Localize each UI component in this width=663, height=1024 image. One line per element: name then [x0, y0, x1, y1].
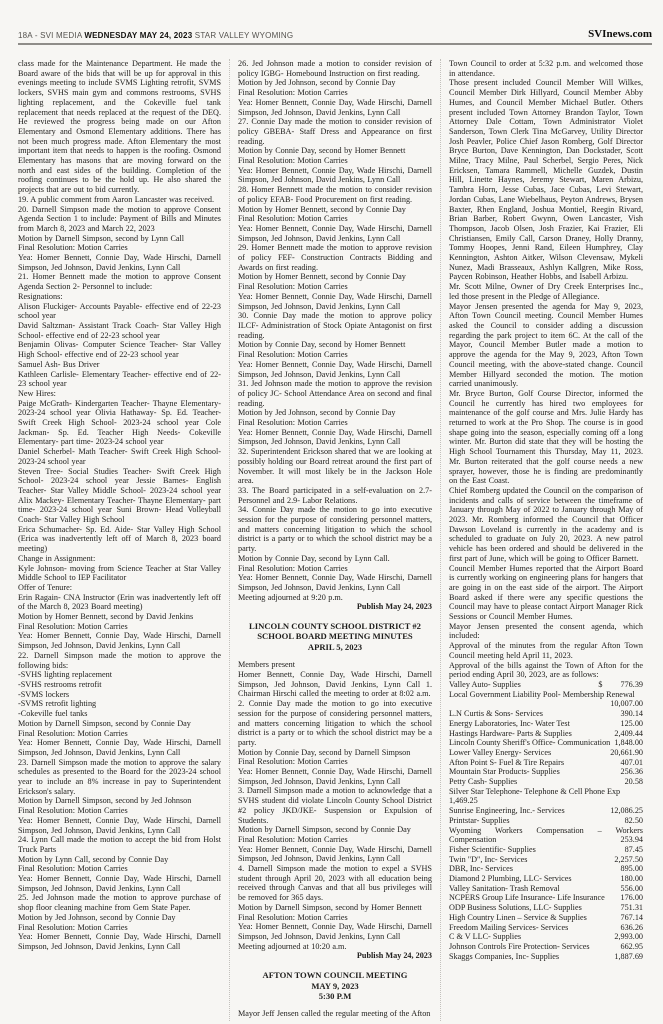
paragraph: 3. Darnell Simpson made a motion to acknowledge that a SVHS student did violate Lincoln County School District #2 policy JKD/JKE- Suspension or Expulsion of Students. — [238, 786, 432, 825]
paragraph: Motion by Darnell Simpson, second by Connie Day — [18, 718, 191, 728]
bill-amount: 636.26 — [620, 922, 643, 932]
bill-amount: 256.36 — [620, 767, 643, 777]
bill-payee: Skaggs Companies, Inc- Supplies — [449, 951, 560, 961]
paragraph: Mr. Bryce Burton, Golf Course Director, informed the Council he currently has hired two employees for maintenance of the golf course and Mrs. Julie Hardy has returned to work at the Pro Shop. The course is in good shape going into the season, especially coming off a long winter. Mr. Burton did state that they will be hosting the High School Tournament this Thursday, May 11, 2023. Mr. Burton reiterated that the golf course needs a new sprayer, however, those he is finding are predominantly on the East Coast. — [449, 388, 643, 486]
bill-payee: Diamond 2 Plumbing, LLC- Services — [449, 874, 572, 884]
bill-payee: Johnson Controls Fire Protection- Services — [449, 941, 590, 951]
paragraph: Chief Romberg updated the Council on the comparison of incidents and calls of service between the timeframe of January through May of 2022 to January through May of 2023. Mr. Romberg informed the Council that Officer Dawson Loveland is currently in the academy and is scheduled to graduate on July 20, 2023. A new patrol vehicle has been ordered and should be delivered in the first part of June, which will be going to Officer Barnett. — [449, 485, 643, 563]
paragraph: Motion by Connie Day, second by Homer Bennett — [238, 146, 406, 156]
paragraph: Meeting adjourned at 10:20 a.m. — [238, 941, 347, 951]
currency-symbol: $ — [598, 680, 603, 689]
paragraph: Final Resolution: Motion Carries — [238, 156, 348, 166]
paragraph: 24. Lynn Call made the motion to accept the bid from Holst Truck Parts — [18, 835, 221, 854]
bill-row — [449, 932, 643, 942]
bill-amount: 2,409.44 — [614, 728, 643, 738]
bill-payee: Energy Laboratories, Inc- Water Test — [449, 718, 570, 728]
paragraph: Offer of Tenure: — [18, 582, 73, 592]
bill-amount: 125.00 — [620, 718, 643, 728]
bill-payee: Lincoln County Sheriff's Office- Communication — [449, 738, 611, 748]
bill-payee: Silver Star Telephone- Telephone & Cell Phone Exp — [449, 786, 621, 796]
issue-date: WEDNESDAY MAY 24, 2023 — [84, 31, 193, 40]
bill-row — [449, 816, 643, 826]
paragraph: Yea: Homer Bennett, Connie Day, Wade Hirschi, Darnell Simpson, Jed Johnson, David Jenkins, Lynn Call — [18, 738, 221, 757]
paragraph: -SVHS lighting replacement — [18, 670, 113, 680]
paragraph: Final Resolution: Motion Carries — [238, 418, 348, 428]
bill-payee: C & V LLC- Supplies — [449, 932, 522, 942]
bill-amount: 767.14 — [620, 912, 643, 922]
bill-payee: High Country Linen – Service & Supplies — [449, 912, 587, 922]
paragraph: Steven Tree- Social Studies Teacher- Swift Creek High School- 2023-24 school year Jessie Barnes- English Teacher- Star Valley Middle School- 2023-24 school year Alix Mackey- Elementary Teacher- Thayne Elementary- part time- 2023-24 school year Suni Brown- Head Volleyball Coach- Star Valley High School — [18, 466, 221, 525]
paragraph: Yea: Homer Bennett, Connie Day, Wade Hirschi, Darnell Simpson, Jed Johnson, David Jenkins, Lynn Call — [238, 844, 432, 864]
section-heading-line: APRIL 5, 2023 — [307, 641, 363, 652]
section-heading-line: MAY 9, 2023 — [311, 980, 359, 991]
bill-payee: Valley Auto- Supplies — [449, 680, 521, 689]
section-heading-line: LINCOLN COUNTY SCHOOL DISTRICT #2 — [249, 621, 421, 632]
paragraph: 21. Homer Bennett made the motion to approve Consent Agenda Section 2- Personnel to include: — [18, 272, 221, 292]
bill-row — [449, 893, 643, 903]
paragraph: Motion by Connie Day, second by Homer Bennett — [238, 340, 406, 350]
bill-row — [449, 913, 643, 923]
bill-amount: 662.95 — [620, 941, 643, 951]
bill-amount: 180.00 — [620, 874, 643, 884]
paragraph: 19. A public comment from Aaron Lancaster was received. — [18, 194, 214, 204]
paragraph: Yea: Homer Bennett, Connie Day, Wade Hirschi, Darnell Simpson, Jed Johnson, David Jenkins, Lynn Call — [238, 291, 432, 311]
paragraph: Members present — [238, 660, 296, 670]
paragraph: 34. Connie Day made the motion to go into executive session for the purpose of considering personnel matters, and matters concerning litigation to which the school district is a party or to which the school district may be a party. — [238, 505, 432, 554]
paragraph: Final Resolution: Motion Carries — [18, 621, 128, 631]
bill-payee: ODP Business Solutions, LLC- Supplies — [449, 903, 582, 913]
column-layout — [18, 59, 652, 1021]
section-heading — [238, 621, 432, 652]
paragraph: Benjamin Olivas- Computer Science Teacher- Star Valley High School- effective end of 22-23 school year — [18, 340, 221, 360]
bill-amount: 253.94 — [620, 835, 643, 845]
bill-payee: Fisher Scientific- Supplies — [449, 844, 536, 854]
paragraph: Daniel Scherbel- Math Teacher- Swift Creek High School- 2023-24 school year — [18, 447, 221, 466]
bill-payee: Local Government Liability Pool- Membership Renewal — [449, 689, 635, 699]
paragraph: Yea: Homer Bennett, Connie Day, Wade Hirschi, Darnell Simpson, Jed Johnson, David Jenkins, Lynn Call — [238, 767, 432, 786]
paragraph: Final Resolution: Motion Carries — [238, 563, 348, 573]
bill-row — [449, 826, 643, 845]
bill-row — [449, 767, 643, 777]
paragraph: Yea: Homer Bennett, Connie Day, Wade Hirschi, Darnell Simpson, Jed Johnson, David Jenkins, Lynn Call — [238, 165, 432, 185]
paragraph: Yea: Homer Bennett, Connie Day, Wade Hirschi, Darnell Simpson, Jed Johnson, David Jenkins, Lynn Call — [18, 631, 221, 651]
paragraph: Yea: Homer Bennett, Connie Day, Wade Hirschi, Darnell Simpson, Jed Johnson, David Jenkins, Lynn Call — [238, 922, 432, 941]
paragraph: David Saltzman- Assistant Track Coach- Star Valley High School- effective end of 22-23 school year — [18, 320, 221, 340]
paragraph: Final Resolution: Motion Carries — [18, 864, 128, 874]
bill-amount: 751.31 — [620, 903, 643, 913]
paragraph: -SVMS lockers — [18, 689, 70, 699]
bill-amount: 176.00 — [620, 893, 643, 903]
paragraph: New Hires: — [18, 388, 56, 398]
masthead — [18, 28, 652, 45]
bill-payee: L.N Curtis & Sons- Services — [449, 709, 543, 719]
bill-amount: 1,848.00 — [614, 738, 643, 748]
bill-payee: Twin "D", Inc- Services — [449, 854, 528, 864]
bill-amount: 12,086.25 — [610, 806, 643, 816]
paragraph: Council Member Humes reported that the Airport Board is currently working on engineering plans for hangers that are going in on the east side of the airport. The Airport Board asked if there were any specific questions the Council may have to please contact Airport Manager Rick Sessions or Council Member Humes. — [449, 563, 643, 622]
paragraph: Final Resolution: Motion Carries — [18, 922, 128, 932]
paragraph: Motion by Jed Johnson, second by Connie Day — [18, 912, 176, 922]
bill-amount: $ 776.39 — [598, 680, 643, 689]
paragraph: Final Resolution: Motion Carries — [238, 282, 348, 292]
bill-payee: Lower Valley Energy- Services — [449, 747, 552, 757]
section-heading-line: SCHOOL BOARD MEETING MINUTES — [257, 631, 413, 642]
bill-payee: Valley Sanitation- Trash Removal — [449, 883, 560, 893]
column-2 — [229, 59, 440, 1021]
bill-amount: 556.00 — [620, 883, 643, 893]
paragraph: Motion by Homer Bennett, second by Connie Day — [238, 272, 406, 282]
paragraph: Samuel Ash- Bus Driver — [18, 359, 100, 369]
paragraph: Motion by Darnell Simpson, second by Lynn Call — [18, 233, 185, 243]
paragraph: Paige McGrath- Kindergarten Teacher- Thayne Elementary- 2023-24 school year Olivia Hathaway- Sp. Ed. Teacher- Swift Creek High School- 2023-24 school year Cole Jackman- Sp. Ed. Teacher High Needs- Cokeville Elementary- part time- 2023-24 school year — [18, 398, 221, 447]
paragraph: Yea: Homer Bennett, Connie Day, Wade Hirschi, Darnell Simpson, Jed Johnson, David Jenkins, Lynn Call — [238, 97, 432, 117]
bill-payee: Printstar- Supplies — [449, 815, 510, 825]
bill-row — [449, 690, 643, 709]
bill-amount: 2,993.00 — [614, 932, 643, 942]
paragraph: Motion by Connie Day, second by Lynn Call. — [238, 553, 390, 563]
bill-amount: 10,007.00 — [610, 699, 643, 709]
paragraph: Meeting adjourned at 9:20 p.m. — [238, 592, 343, 602]
paragraph: Yea: Homer Bennett, Connie Day, Wade Hirschi, Darnell Simpson, Jed Johnson, David Jenkins, Lynn Call — [18, 253, 221, 272]
bill-row — [449, 719, 643, 729]
paragraph: 33. The Board participated in a self-evaluation on 2.7- Personnel and 2.9- Labor Relations. — [238, 485, 432, 505]
bill-row — [449, 758, 643, 768]
paragraph: Motion by Jed Johnson, second by Connie Day — [238, 408, 396, 418]
section-heading — [238, 970, 432, 1001]
paragraph: 32. Superintendent Erickson shared that we are looking at possibly holding our Board retreat around the first part of November. It will most likely be in the Jackson Hole area. — [238, 447, 432, 486]
bill-row — [449, 806, 643, 816]
paragraph: Alison Fluckiger- Accounts Payable- effective end of 22-23 school year — [18, 301, 221, 321]
bill-amount: 895.00 — [620, 864, 643, 874]
paragraph: 26. Jed Johnson made a motion to consider revision of policy IGBG- Homebound Instruction on first reading. — [238, 59, 432, 78]
bill-amount: 87.45 — [624, 844, 643, 854]
website-label: SVInews.com — [588, 28, 652, 40]
paragraph: Yea: Homer Bennett, Connie Day, Wade Hirschi, Darnell Simpson, Jed Johnson, David Jenkins, Lynn Call — [18, 874, 221, 893]
page-label: 18A - SVI MEDIA — [18, 31, 85, 40]
paragraph: 2. Connie Day made the motion to go into executive session for the purpose of considering personnel matters, and matters concerning litigation to which the school district is a party or to which the school district may be a party. — [238, 699, 432, 747]
paragraph: Town Council to order at 5:32 p.m. and welcomed those in attendance. — [449, 59, 643, 78]
paragraph: Mayor Jensen presented the consent agenda, which included: — [449, 621, 643, 641]
paragraph: Motion by Darnell Simpson, second by Connie Day — [238, 825, 411, 835]
paragraph: Final Resolution: Motion Carries — [18, 806, 128, 816]
paragraph: 28. Homer Bennett made the motion to consider revision of policy EFAB- Food Procurement on first reading. — [238, 185, 432, 204]
bill-row — [449, 864, 643, 874]
paragraph: Change in Assignment: — [18, 553, 96, 563]
bill-payee: Hastings Hardware- Parts & Supplies — [449, 728, 572, 738]
bill-row — [449, 680, 643, 690]
bill-row — [449, 855, 643, 865]
bill-row — [449, 709, 643, 719]
paragraph: 25. Jed Johnson made the motion to approve purchase of shop floor cleaning machine from Gem State Paper. — [18, 893, 221, 913]
paragraph: 31. Jed Johnson made the motion to approve the revision of policy JC- School Attendance Area on second and final reading. — [238, 379, 432, 408]
paragraph: Motion by Homer Bennett, second by Connie Day — [238, 204, 406, 214]
paragraph: 22. Darnell Simpson made the motion to approve the following bids: — [18, 650, 221, 670]
paragraph: 20. Darnell Simpson made the motion to approve Consent Agenda Section 1 to include: Payment of Bills and Minutes from March 8, 2023 and March 22, 2023 — [18, 204, 221, 233]
paragraph: Final Resolution: Motion Carries — [238, 350, 348, 360]
paragraph: Kathleen Carlisle- Elementary Teacher- effective end of 22-23 school year — [18, 369, 221, 389]
bill-row — [449, 787, 643, 806]
bill-row — [449, 729, 643, 739]
paragraph: Approval of the bills against the Town of Afton for the period ending April 30, 2023, are as follows: — [449, 660, 643, 680]
bill-payee: Wyoming Workers Compensation – Workers Compensation — [449, 825, 643, 845]
bill-amount: 407.01 — [620, 757, 643, 767]
bill-row — [449, 845, 643, 855]
paragraph: 23. Darnell Simpson made the motion to approve the salary schedules as presented to the Board for the 2023-24 school year to include an 8% increase in pay to Superintendent Erickson's salary. — [18, 757, 221, 796]
paragraph: Mr. Scott Milne, Owner of Dry Creek Enterprises Inc., led those present in the Pledge of Allegiance. — [449, 282, 643, 301]
paragraph: Mayor Jeff Jensen called the regular meeting of the Afton — [238, 1009, 431, 1019]
bill-amount: 390.14 — [620, 709, 643, 719]
paragraph: Erica Schumacher- Sp. Ed. Aide- Star Valley High School (Erica was inadvertently left off of March 8, 2023 board meeting) — [18, 524, 221, 554]
paragraph: Final Resolution: Motion Carries — [238, 214, 348, 224]
paragraph: Final Resolution: Motion Carries — [238, 757, 348, 767]
section-heading-line: AFTON TOWN COUNCIL MEETING — [262, 970, 408, 981]
bill-payee: Afton Point S- Fuel & Tire Repairs — [449, 757, 565, 767]
bill-amount: 20,661.90 — [610, 747, 643, 757]
bill-row — [449, 952, 643, 962]
paragraph: Motion by Lynn Call, second by Connie Day — [18, 854, 169, 864]
publish-date: Publish May 24, 2023 — [356, 951, 432, 961]
paragraph: Yea: Homer Bennett, Connie Day, Wade Hirschi, Darnell Simpson, Jed Johnson, David Jenkins, Lynn Call — [18, 815, 221, 835]
bill-row — [449, 923, 643, 933]
paragraph: Final Resolution: Motion Carries — [238, 912, 348, 922]
bill-amount: 82.50 — [624, 815, 643, 825]
paragraph: -SVMS retrofit lighting — [18, 699, 97, 709]
bill-row — [449, 777, 643, 787]
masthead-left — [18, 31, 293, 40]
bill-row — [449, 874, 643, 884]
bill-payee: Freedom Mailing Services- Services — [449, 922, 569, 932]
paragraph: Motion by Homer Bennett, second by David Jenkins — [18, 612, 194, 622]
paragraph: Yea: Homer Bennett, Connie Day, Wade Hirschi, Darnell Simpson, Jed Johnson, David Jenkins, Lynn Call — [18, 932, 221, 951]
paragraph: -SVHS restrooms retrofit — [18, 680, 102, 689]
bill-row — [449, 884, 643, 894]
paragraph: Kyle Johnson- moving from Science Teacher at Star Valley Middle School to IEP Facilitator — [18, 563, 221, 583]
paragraph: Yea: Homer Bennett, Connie Day, Wade Hirschi, Darnell Simpson, Jed Johnson, David Jenkins, Lynn Call — [238, 359, 432, 379]
paragraph: Mayor Jensen presented the agenda for May 9, 2023, Afton Town Council meeting. Council Member Humes asked the Council to consider adding a discussion regarding the park project to item 6C. At the call of the Mayor, Council Member Butler made a motion to approve the agenda for the May 9, 2023, Afton Town Council meeting, with the above-stated change. Council Member Hillyard seconded the motion. The motion carried unanimously. — [449, 301, 643, 389]
bill-payee: Mountain Star Products- Supplies — [449, 767, 560, 777]
paragraph: Resignations: — [18, 291, 63, 301]
paragraph: Homer Bennett, Connie Day, Wade Hirschi, Darnell Simpson, Jed Johnson, David Jenkins, Lynn Call 1. Chairman Hirschi called the meeting to order at 8:02 a.m. — [238, 670, 432, 699]
bill-row — [449, 942, 643, 952]
paragraph: Those present included Council Member Will Wilkes, Council Member Dirk Hillyard, Council Member Abby Humes, and Council Member Michael Butler. Others present included Town Attorney Brandon Taylor, Town Attorney Dale Cottam, Town Administrator Violet Sanderson, Town Clerk Tina McGarvey, Utility Director Josh Peavler, Police Chief Jason Romberg, Golf Director Bryce Burton, Dave Kennington, Dan Dockstader, Scott Milne, Tracy Milne, Paul Scherbel, Sergio Peres, Nick Ericksen, Tamara Rammell, Michelle Guzdek, Dustin Hill, Linette Haynes, Jeremy Stewart, Maren Arbizu, Tambra Horn, Jesse Cubas, Jace Cubas, Levi Stewart, Jordan Cubas, Lane Wiebelhaus, Peyton Andrews, Brysen Baxter, Rhen England, Joshua Montiel, Reegin Rivard, Brian Barber, Robert Gwynn, Owen Lancaster, Vish Thompson, Jacob Olsen, Josh Frazier, Kai Frazier, Eli Christiansen, Emily Call, Carson Draney, Holly Dranny, Tommy Hoopes, Jenni Rand, Eileen Humphrey, Clay Kennington, Ashton Aitker, Wilson Clevensaw, Mykeli Nunez, Madi Brasseaux, Ashlyn Kallgren, Mike Ross, Paycen Robinson, Heather Hobbs, and Isabell Arbizu. — [449, 78, 643, 282]
bill-row — [449, 903, 643, 913]
paragraph: 30. Connie Day made the motion to approve policy ILCF- Administration of Stock Opiate Antagonist on first reading. — [238, 311, 432, 340]
bill-amount: 1,887.69 — [614, 951, 643, 961]
bill-payee: Sunrise Engineering, Inc.- Services — [449, 806, 565, 816]
paragraph: Yea: Homer Bennett, Connie Day, Wade Hirschi, Darnell Simpson, Jed Johnson, David Jenkins, Lynn Call — [238, 427, 432, 447]
publish-date: Publish May 24, 2023 — [356, 602, 432, 612]
paragraph: Final Resolution: Motion Carries — [238, 834, 348, 844]
paragraph: Final Resolution: Motion Carries — [18, 243, 128, 253]
bill-row — [449, 738, 643, 748]
paragraph: Yea: Homer Bennett, Connie Day, Wade Hirschi, Darnell Simpson, Jed Johnson, David Jenkins, Lynn Call — [238, 223, 432, 243]
paragraph: Approval of the minutes from the regular Afton Town Council meeting held April 11, 2023. — [449, 641, 643, 660]
location-label: STAR VALLEY WYOMING — [192, 31, 294, 40]
paragraph: 27. Connie Day made the motion to consider revision of policy GBEBA- Staff Dress and Appearance on first reading. — [238, 117, 432, 146]
paragraph: Motion by Darnell Simpson, second by Homer Bennett — [238, 902, 422, 912]
bill-payee: Petty Cash- Supplies — [449, 777, 518, 787]
paragraph: 29. Homer Bennett made the motion to approve revision of policy FEF- Construction Contracts Bidding and Awards on first reading. — [238, 243, 432, 272]
paragraph: Erin Ragain- CNA Instructor (Erin was inadvertently left off of the March 8, 2023 Board meeting) — [18, 592, 221, 612]
column-1 — [18, 59, 229, 1021]
paragraph: Motion by Jed Johnson, second by Connie Day — [238, 78, 396, 88]
bill-payee: NCPERS Group Life Insurance- Life Insurance — [449, 893, 605, 903]
paragraph: Final Resolution: Motion Carries — [18, 728, 128, 738]
paragraph: Final Resolution: Motion Carries — [238, 88, 348, 98]
paragraph: 4. Darnell Simpson made the motion to expel a SVHS student through April 20, 2023 with all education being received through Canvas and that all bus privileges will be removed for 365 days. — [238, 864, 432, 903]
section-heading-line: 5:30 P.M — [318, 990, 352, 1001]
bill-row — [449, 748, 643, 758]
paragraph: Motion by Darnell Simpson, second by Jed Johnson — [18, 796, 192, 806]
bill-amount: 2,257.50 — [614, 854, 643, 864]
bill-amount: 1,469.25 — [449, 796, 478, 806]
paragraph: Yea: Homer Bennett, Connie Day, Wade Hirschi, Darnell Simpson, Jed Johnson, David Jenkins, Lynn Call — [238, 573, 432, 592]
bill-payee: DBR, Inc- Services — [449, 864, 513, 874]
paragraph: Motion by Connie Day, second by Darnell Simpson — [238, 747, 411, 757]
column-3 — [440, 59, 651, 1021]
paragraph: -Cokeville fuel tanks — [18, 709, 88, 719]
bill-amount: 20.58 — [624, 777, 643, 787]
paragraph: class made for the Maintenance Department. He made the Board aware of the bids that will be up for approval in this evenings meeting to include SVMS Lighting retrofit, SVMS lockers, SVHS main gym and commons restrooms, SVHS lighting replacement, and the Cokeville fuel tank replacement that needs replaced at the request of the DEQ. He reviewed the progress being made on our Afton Elementary and Osmond Elementary additions. There has not been much progress made. Afton Elementary the most important item that needs to happen is the roofing. Osmond Elementary has masons that are moving forward on the north and east sides of the building. Completion of the roofing continues to be the hold up. He also shared the projects that are out to bid currently. — [18, 59, 221, 195]
